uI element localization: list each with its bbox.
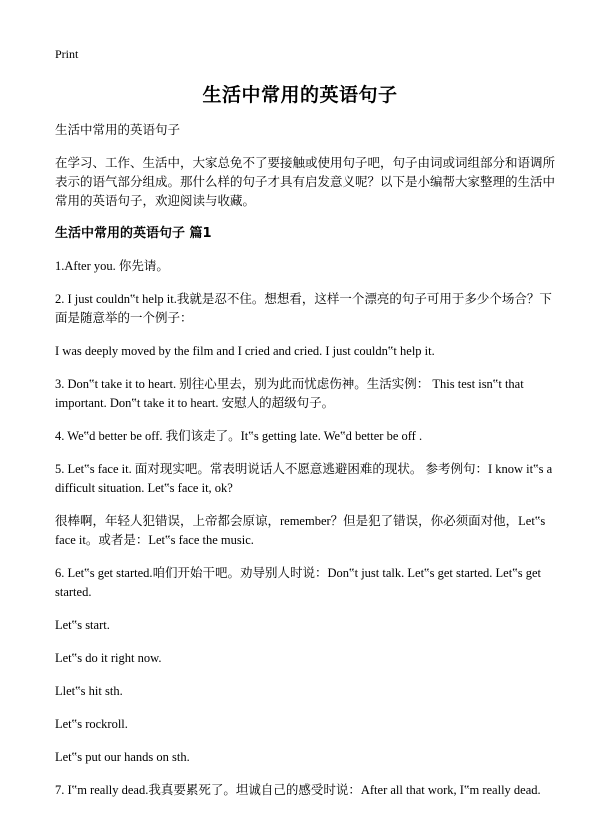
paragraph: 7. I‟m really dead.我真要累死了。坦诚自己的感受时说：After all that work, I‟m really dead. xyxy=(55,783,541,797)
paragraph: 5. Let‟s face it. 面对现实吧。常表明说话人不愿意逃避困难的现状。 参考例句：I know it‟s a difficult situation. Let‟s face it, ok? xyxy=(55,462,553,495)
paragraph: Let‟s do it right now. xyxy=(55,651,162,665)
paragraph: 3. Don‟t take it to heart. 别往心里去，别为此而忧虑伤神。生活实例： This test isn‟t that important. Don‟t take it to heart. 安慰人的超级句子。 xyxy=(55,377,524,410)
paragraph: I was deeply moved by the film and I cried and cried. I just couldn‟t help it. xyxy=(55,344,435,358)
paragraph: Let‟s rockroll. xyxy=(55,717,128,731)
paragraph: 很棒啊，年轻人犯错误，上帝都会原谅，remember？但是犯了错误，你必须面对他，Let‟s face it。或者是：Let‟s face the music. xyxy=(55,514,546,547)
paragraph: 6. Let‟s get started.咱们开始干吧。劝导别人时说：Don‟t just talk. Let‟s get started. Let‟s get started. xyxy=(55,566,542,599)
section-heading: 生活中常用的英语句子 篇1 xyxy=(55,226,212,241)
paragraph: 1.After you. 你先请。 xyxy=(55,259,169,273)
paragraph: Let‟s start. xyxy=(55,618,110,632)
document-subtitle: 生活中常用的英语句子 xyxy=(55,122,181,137)
paragraph: 2. I just couldn‟t help it.我就是忍不住。想想看，这样一个漂亮的句子可用于多少个场合？下面是随意举的一个例子： xyxy=(55,292,552,325)
paragraph: Let‟s put our hands on sth. xyxy=(55,750,190,764)
paragraph: 4. We‟d better be off. 我们该走了。It‟s getting late. We‟d better be off . xyxy=(55,429,423,443)
document-body xyxy=(55,120,555,814)
print-label: Print xyxy=(55,47,79,61)
paragraph: Llet‟s hit sth. xyxy=(55,684,123,698)
intro-paragraph: 在学习、工作、生活中，大家总免不了要接触或使用句子吧，句子由词或词组部分和语调所表示的语气部分组成。那什么样的句子才具有启发意义呢？以下是小编帮大家整理的生活中常用的英语句子，欢迎阅读与收藏。 xyxy=(55,155,556,208)
document-title: 生活中常用的英语句子 xyxy=(202,84,398,106)
